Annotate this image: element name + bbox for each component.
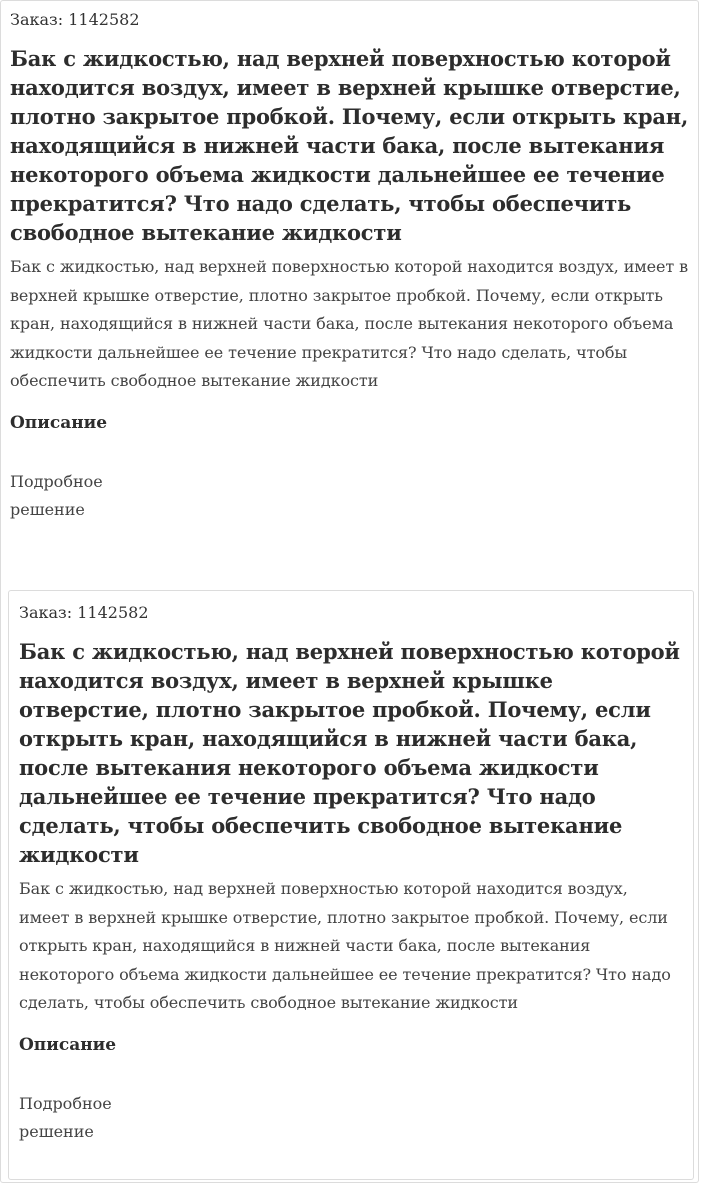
description-heading: Описание bbox=[10, 412, 108, 433]
order-description-text: Бак с жидкостью, над верхней поверхностью которой находится воздух, имеет в верхней крышке отверстие, плотно закрытое пробкой. Почему, если открыть кран, находящийся в нижней части бака, после вытекания некоторого объема жидкости дальнейшее ее течение прекратится? Что надо сделать, чтобы обеспечить свободное вытекание жидкости bbox=[10, 257, 688, 390]
detailed-solution-label: Подробное решение bbox=[10, 471, 103, 519]
order-card-copy bbox=[8, 590, 694, 1180]
order-number: Заказ: 1142582 bbox=[10, 10, 140, 29]
order-number-copy: Заказ: 1142582 bbox=[19, 603, 149, 622]
order-description-text-copy: Бак с жидкостью, над верхней поверхностью которой находится воздух, имеет в верхней крышке отверстие, плотно закрытое пробкой. Почему, если открыть кран, находящийся в нижней части бака, после вытекания некоторого объема жидкости дальнейшее ее течение прекратится? Что надо сделать, чтобы обеспечить свободное вытекание жидкости bbox=[19, 879, 671, 1012]
order-title-copy: Бак с жидкостью, над верхней поверхностью которой находится воздух, имеет в верхней крышке отверстие, плотно закрытое пробкой. Почему, если открыть кран, находящийся в нижней части бака, после вытекания некоторого объема жидкости дальнейшее ее течение прекратится? Что надо сделать, чтобы обеспечить свободное вытекание жидкости bbox=[19, 639, 680, 867]
description-heading-copy: Описание bbox=[19, 1034, 117, 1055]
detailed-solution-label-copy: Подробное решение bbox=[19, 1093, 112, 1141]
order-title: Бак с жидкостью, над верхней поверхностью которой находится воздух, имеет в верхней крышке отверстие, плотно закрытое пробкой. Почему, если открыть кран, находящийся в нижней части бака, после вытекания некоторого объема жидкости дальнейшее ее течение прекратится? Что надо сделать, чтобы обеспечить свободное вытекание жидкости bbox=[10, 46, 689, 245]
order-card bbox=[10, 8, 692, 524]
